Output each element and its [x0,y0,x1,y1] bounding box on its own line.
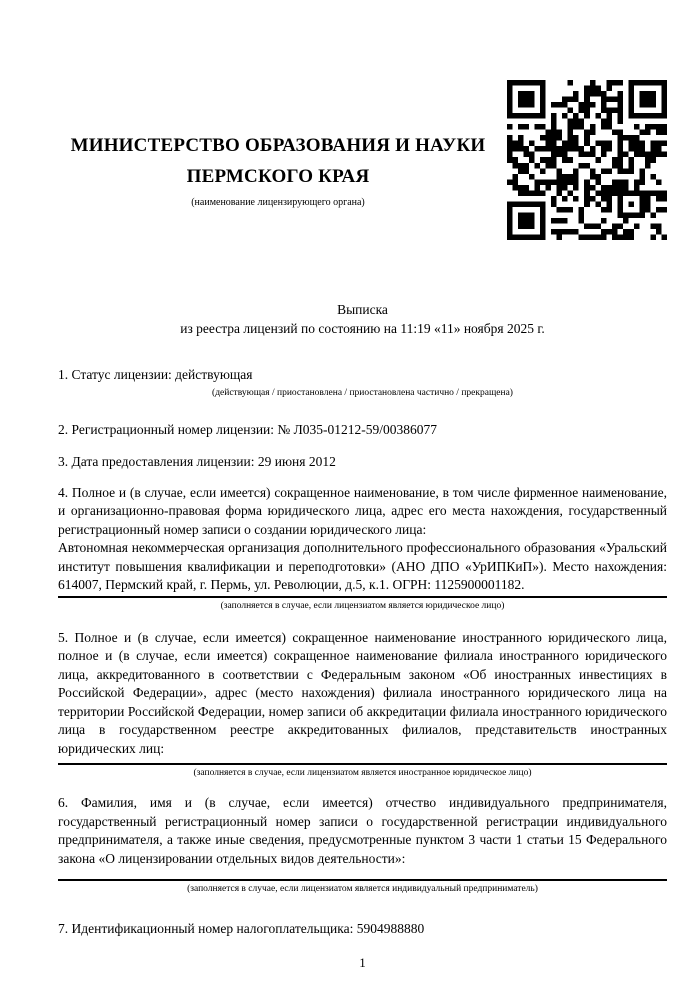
item-3-grant-date: 3. Дата предоставления лицензии: 29 июня 2012 [58,454,336,469]
qr-code [507,80,667,240]
page-number: 1 [359,954,366,970]
item-5-fill-line [58,763,667,765]
ministry-name [58,130,498,192]
document-title-line2: из реестра лицензий по состоянию на 11:19 «11» ноября 2025 г. [180,321,545,336]
document-header [58,0,667,240]
licensing-authority-block [58,80,498,209]
item-5-foreign-entity: 5. Полное и (в случае, если имеется) сокращенное наименование иностранного юридического лица, полное и (в случае, если имеется) сокращенное наименование филиала иностранного юридического лица, аккредитованного в соответствии с Федеральным законом «Об иностранных инвестициях в Российской Федерации», адрес (место нахождения) филиала иностранного юридического лица на территории Российской Федерации, номер записи об аккредитации филиала иностранного юридического лица в государственном реестре аккредитованных филиалов, представительств иностранных юридических лиц: [58,629,667,756]
item-4-value: Автономная некоммерческая организация дополнительного профессионального образования «Уральский институт повышения квалификации и переподготовки» (АНО ДПО «УрИПКиП»). Место нахождения: 614007, Пермский край, г. Пермь, ул. Революции, д.5, к.1. ОГРН: 1125900001182. [58,540,667,592]
item-6-caption: (заполняется в случае, если лицензиатом является индивидуальный предприниматель) [187,884,538,894]
item-4-legal-entity [58,484,667,595]
document-title-line1: Выписка [337,302,388,317]
item-4-fill-line [58,596,667,598]
ministry-caption: (наименование лицензирующего органа) [191,197,365,208]
item-5-caption: (заполняется в случае, если лицензиатом является иностранное юридическое лицо) [193,768,532,778]
ministry-name-line1: МИНИСТЕРСТВО ОБРАЗОВАНИЯ И НАУКИ [70,135,486,156]
document-body [58,366,667,939]
item-1-license-status: 1. Статус лицензии: действующая [58,367,253,382]
item-1-caption: (действующая / приостановлена / приостановлена частично / прекращена) [212,387,513,398]
item-6-entrepreneur: 6. Фамилия, имя и (в случае, если имеется) отчество индивидуального предпринимателя, государственный регистрационный номер записи о государственной регистрации индивидуального предпринимателя, а также иные сведения, предусмотренные пунктом 3 части 1 статьи 15 Федерального закона «О лицензировании отдельных видов деятельности»: [58,795,667,866]
item-2-registration-number: 2. Регистрационный номер лицензии: № Л035-01212-59/00386077 [58,421,438,437]
item-6-fill-line [58,879,667,881]
item-4-text: 4. Полное и (в случае, если имеется) сокращенное наименование, в том числе фирменное наименование, и организационно-правовая форма юридического лица, адрес его места нахождения, государственный регистрационный номер записи о создании юридического лица: [58,484,667,537]
item-7-taxpayer-number: 7. Идентификационный номер налогоплательщика: 5904988880 [58,921,425,936]
item-4-caption: (заполняется в случае, если лицензиатом является юридическое лицо) [220,600,505,611]
ministry-name-line2: ПЕРМСКОГО КРАЯ [186,166,370,187]
document-title [58,300,667,338]
